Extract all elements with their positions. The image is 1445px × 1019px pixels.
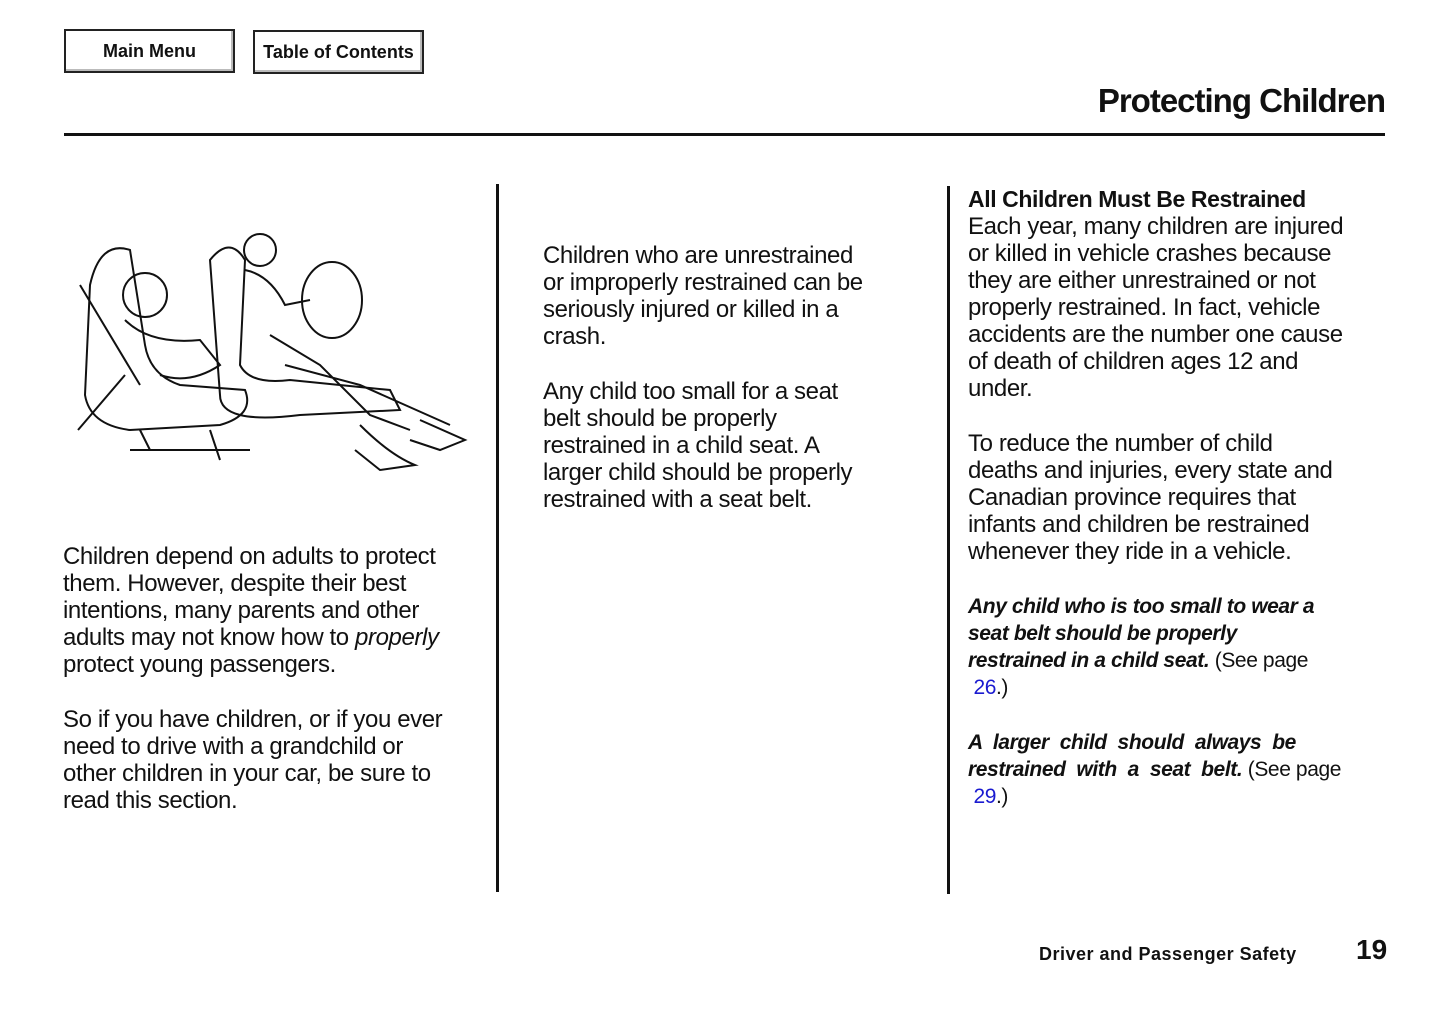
text-line: Any child who is too small to wear a — [968, 595, 1315, 618]
page-title: Protecting Children — [1097, 82, 1385, 119]
text-line — [968, 783, 1343, 810]
text-line: accidents are the number one cause — [968, 321, 1343, 348]
page-number: 19 — [1356, 934, 1388, 965]
paragraph — [968, 430, 1343, 565]
column-divider — [947, 186, 950, 894]
text-line: restrained with a seat belt. — [543, 486, 812, 513]
text-line: or improperly restrained can be — [543, 269, 863, 296]
text-line: intentions, many parents and other — [63, 597, 419, 624]
emphasis: properly — [355, 624, 439, 651]
text-line: Any child too small for a seat — [543, 378, 838, 405]
text-line: protect young passengers. — [63, 651, 336, 678]
text-line: them. However, despite their best — [63, 570, 406, 597]
text-line: seriously injured or killed in a — [543, 296, 839, 323]
text-line: read this section. — [63, 787, 238, 814]
text-fragment: (See page — [1209, 649, 1309, 672]
child-seat-and-driver-illustration — [70, 225, 470, 485]
text-line: properly restrained. In fact, vehicle — [968, 294, 1321, 321]
paragraph — [968, 213, 1343, 402]
page-link-26[interactable]: 26 — [973, 676, 996, 699]
table-of-contents-button[interactable]: Table of Contents — [253, 30, 424, 74]
text-line: seat belt should be properly — [968, 622, 1237, 645]
text-line: Children depend on adults to protect — [63, 543, 436, 570]
paragraph — [543, 242, 863, 350]
text-line: they are either unrestrained or not — [968, 267, 1316, 294]
footer-section-name: Driver and Passenger Safety — [1039, 944, 1297, 964]
text-line: infants and children be restrained — [968, 511, 1310, 538]
text-line: restrained in a child seat. A — [543, 432, 820, 459]
text-fragment: adults may not know how to — [63, 624, 356, 651]
text-line: To reduce the number of child — [968, 430, 1273, 457]
text-fragment: restrained with a seat belt. — [968, 758, 1243, 781]
text-line: under. — [968, 375, 1033, 402]
text-line: larger child should be properly — [543, 459, 853, 486]
page-link-29[interactable]: 29 — [973, 785, 996, 808]
text-line — [968, 674, 1343, 701]
text-line — [968, 756, 1343, 783]
text-line: belt should be properly — [543, 405, 777, 432]
paragraph — [63, 543, 442, 678]
title-rule — [64, 133, 1385, 136]
right-column-text — [968, 186, 1343, 838]
text-line: A larger child should always be — [968, 731, 1296, 754]
left-column-text — [63, 543, 442, 842]
main-menu-button[interactable]: Main Menu — [64, 29, 235, 73]
text-line: of death of children ages 12 and — [968, 348, 1299, 375]
paragraph — [543, 378, 863, 513]
text-line: Children who are unrestrained — [543, 242, 853, 269]
note-seat-belt — [968, 729, 1343, 810]
text-fragment: .) — [996, 785, 1009, 808]
text-line: or killed in vehicle crashes because — [968, 240, 1332, 267]
text-line: Canadian province requires that — [968, 484, 1296, 511]
middle-column-text — [543, 242, 863, 541]
text-line: Each year, many children are injured — [968, 213, 1344, 240]
text-line: other children in your car, be sure to — [63, 760, 431, 787]
text-line — [968, 647, 1343, 674]
text-line: need to drive with a grandchild or — [63, 733, 403, 760]
column-divider — [496, 184, 499, 892]
section-heading: All Children Must Be Restrained — [968, 186, 1306, 212]
paragraph — [63, 706, 442, 814]
text-line: deaths and injuries, every state and — [968, 457, 1333, 484]
text-fragment: .) — [996, 676, 1009, 699]
text-line — [63, 624, 442, 651]
text-fragment: restrained in a child seat. — [968, 649, 1210, 672]
text-line: crash. — [543, 323, 606, 350]
text-line: So if you have children, or if you ever — [63, 706, 443, 733]
note-child-seat — [968, 593, 1343, 701]
text-fragment: (See page — [1242, 758, 1342, 781]
text-line: whenever they ride in a vehicle. — [968, 538, 1292, 565]
